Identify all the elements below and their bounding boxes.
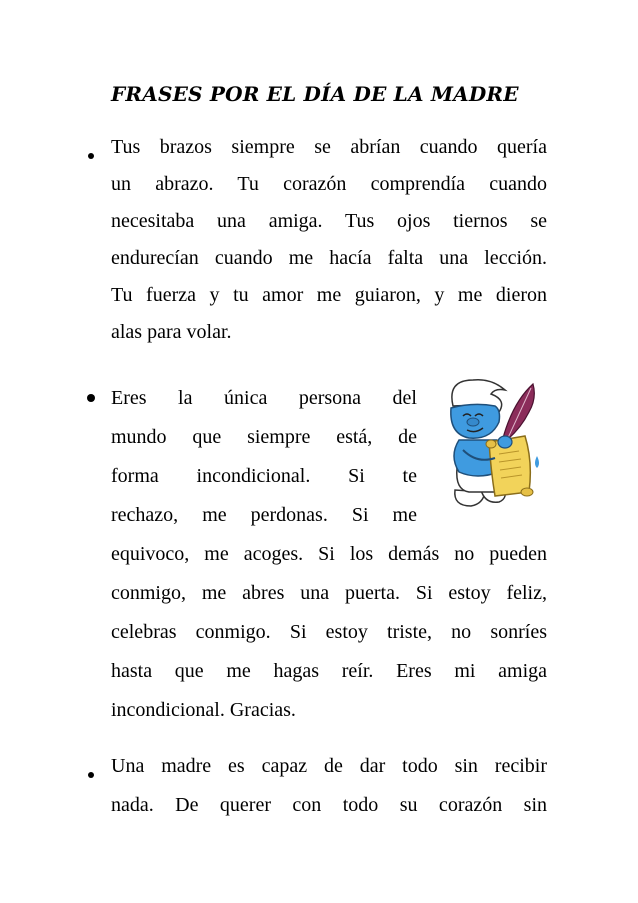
paragraph-2-line: incondicional. Gracias. <box>111 699 296 721</box>
paragraph-1-line: necesitaba una amiga. Tus ojos tiernos se <box>111 210 547 232</box>
paragraph-2-line: rechazo, me perdonas. Si me <box>111 504 417 526</box>
paragraph-2-line: equivoco, me acoges. Si los demás no pueden <box>111 543 547 565</box>
document-title: FRASES POR EL DÍA DE LA MADRE <box>111 82 519 106</box>
bullet-point <box>88 772 94 778</box>
bullet-point <box>87 394 95 402</box>
paragraph-1-line: alas para volar. <box>111 321 232 343</box>
bullet-point <box>88 153 94 159</box>
paragraph-1-line: Tu fuerza y tu amor me guiaron, y me dieron <box>111 284 547 306</box>
paragraph-2-line: Eres la única persona del <box>111 387 417 409</box>
paragraph-2-line: conmigo, me abres una puerta. Si estoy feliz, <box>111 582 547 604</box>
paragraph-2-line: mundo que siempre está, de <box>111 426 417 448</box>
paragraph-2-line: forma incondicional. Si te <box>111 465 417 487</box>
paragraph-3-line: nada. De querer con todo su corazón sin <box>111 794 547 816</box>
paragraph-2-line: celebras conmigo. Si estoy triste, no sonríes <box>111 621 547 643</box>
paragraph-3-line: Una madre es capaz de dar todo sin recibir <box>111 755 547 777</box>
smurf-with-quill-and-scroll-icon <box>433 372 545 512</box>
paragraph-1-line: un abrazo. Tu corazón comprendía cuando <box>111 173 547 195</box>
paragraph-1-line: endurecían cuando me hacía falta una lección. <box>111 247 547 269</box>
paragraph-2-line: hasta que me hagas reír. Eres mi amiga <box>111 660 547 682</box>
paragraph-1-line: Tus brazos siempre se abrían cuando quería <box>111 136 547 158</box>
